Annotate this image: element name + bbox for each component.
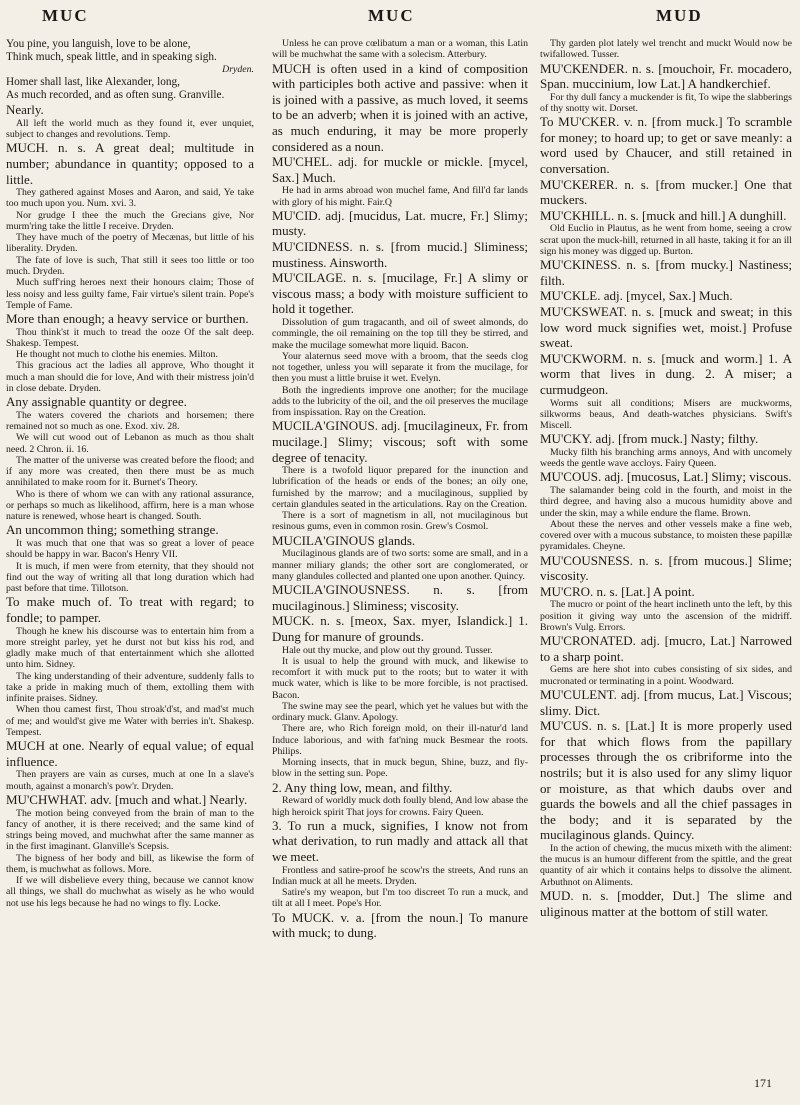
quotation: Thy garden plot lately wel trencht and muckt Would now be twifallowed. Tusser. (540, 38, 792, 61)
column-left (6, 38, 254, 1068)
quotation: The salamander being cold in the fourth, and moist in the third degree, and having also a mucous humidity above and under the skin, may a while endure the flame. Brown. (540, 485, 792, 519)
quotation: Unless he can prove cœlibatum a man or a woman, this Latin will be muchwhat the same with a solecism. Atterbury. (272, 38, 528, 61)
quotation: The bigness of her body and bill, as likewise the form of them, is muchwhat as follows. More. (6, 852, 254, 875)
quotation: Old Euclio in Plautus, as he went from home, seeing a crow scrat upon the muck-hill, returned in all haste, taking it for an ill sign his money was digged up. Burton. (540, 223, 792, 257)
quotation: Mucilaginous glands are of two sorts: some are small, and in a manner miliary glands; the other sort are conglomerated, or many glandules collected and planted one upon another. Quincy. (272, 548, 528, 582)
quotation: If we will disbelieve every thing, because we cannot know all things, we shall do muchwhat as wisely as he who would not use his legs because he had no wings to fly. Locke. (6, 875, 254, 909)
header-right-word: MUD (656, 6, 703, 25)
quotation: Both the ingredients improve one another; for the mucilage adds to the lubricity of the oil, and the oil preserves the mucilage from inspissation. Ray on the Creation. (272, 384, 528, 419)
quotation: There is a twofold liquor prepared for the inunction and lubrification of the heads or ends of the bones; an oily one, furnished by the marrow; and a mucilaginous, supplied by certain glandules seated in the articulations. Ray on the Creation. (272, 465, 528, 510)
entry-definition: MU'CULENT. adj. [from mucus, Lat.] Viscous; slimy. Dict. (540, 686, 792, 718)
quotation: They have much of the poetry of Mecænas, but little of his liberality. Dryden. (6, 232, 254, 255)
entry-definition: Any assignable quantity or degree. (6, 394, 187, 410)
quotation: When thou camest first, Thou stroak'd'st, and mad'st much of me; and would'st give me Water with berries in't. Shakesp. Tempest. (6, 704, 254, 738)
page-number: 171 (754, 1076, 772, 1090)
quotation: Dissolution of gum tragacanth, and oil of sweet almonds, do commingle, the oil remaining on the top till they be stirred, and make the mucilage somewhat more liquid. Bacon. (272, 316, 528, 351)
quotation: This gracious act the ladies all approve, Who thought it much a man should die for love, And with their mistress join'd in close debate. Dryden. (6, 360, 254, 394)
entry-definition: MU'COUS. adj. [mucosus, Lat.] Slimy; viscous. (540, 469, 792, 485)
entry-definition: An uncommon thing; something strange. (6, 522, 219, 538)
quotation: The king understanding of their adventure, suddenly falls to take a pride in making much of them, extolling them with infinite praises. Sidney. (6, 670, 254, 705)
entry-definition: MU'CHEL. adj. for muckle or mickle. [mycel, Sax.] Much. (272, 154, 528, 185)
quotation: Who is there of whom we can with any rational assurance, or perhaps so much as likelihood, affirm, here is a man whose nature is renewed, whose heart is changed. South. (6, 488, 254, 523)
quotation: The fate of love is such, That still it sees too little or too much. Dryden. (6, 254, 254, 277)
entry-definition: MUCILA'GINOUS. adj. [mucilagineux, Fr. from mucilage.] Slimy; viscous; soft with some degree of tenacity. (272, 418, 528, 465)
quotation: In the action of chewing, the mucus mixeth with the aliment: the mucus is an humour different from the spittle, and the great quantity of air which it contains helps to dissolve the aliment. Arbuthnot on Aliments. (540, 842, 792, 888)
quotation: The waters covered the chariots and horsemen; there remained not so much as one. Exod. xiv. 28. (6, 409, 254, 433)
quotation: The matter of the universe was created before the flood; and if any more was created, then there must be as much annihilated to make room for it. Burnet's Theory. (6, 454, 254, 489)
quotation: It is usual to help the ground with muck, and likewise to recomfort it with muck put to the roots; but to water it with muck water, which is like to be more forcible, is not practised. Bacon. (272, 655, 528, 701)
quotation: There is a sort of magnetism in all, not mucilaginous but resinous gums, even in common rosin. Grew's Cosmol. (272, 510, 528, 533)
entry-definition: MU'CKLE. adj. [mycel, Sax.] Much. (540, 288, 733, 304)
header-left-word: MUC (42, 6, 89, 25)
quotation: There are, who Rich foreign mold, on their ill-natur'd land Induce laborious, and with fat'ning muck Besmear the roots. Philips. (272, 723, 528, 757)
quotation: It is much, if men were from eternity, that they should not find out the way of writing all that long duration which had past before that time. Tillotson. (6, 560, 254, 595)
quotation: We will cut wood out of Lebanon as much as thou shalt need. 2 Chron. ii. 16. (6, 432, 254, 455)
entry-definition: MU'CKWORM. n. s. [muck and worm.] 1. A worm that lives in dung. 2. A miser; a curmudgeon. (540, 350, 792, 397)
quotation: Worms suit all conditions; Misers are muckworms, silkworms beaus, And death-watches physicians. Swift's Miscell. (540, 397, 792, 432)
quotation: He had in arms abroad won muchel fame, And fill'd far lands with glory of his might. Fair.Q (272, 185, 528, 208)
quotation: They gathered against Moses and Aaron, and said, Ye take too much upon you. Num. xvi. 3. (6, 187, 254, 210)
quotation: It was much that one that was so great a lover of peace should be happy in war. Bacon's Henry VII. (6, 538, 254, 561)
quotation: Reward of worldly muck doth foully blend, And low abase the high heroick spirit That joys for crowns. Fairy Queen. (272, 795, 528, 818)
entry-definition: MUCILA'GINOUSNESS. n. s. [from mucilaginous.] Sliminess; viscosity. (272, 582, 528, 613)
entry-definition: MUD. n. s. [modder, Dut.] The slime and uliginous matter at the bottom of still water. (540, 887, 792, 919)
quotation: Satire's my weapon, but I'm too discreet To run a muck, and tilt at all I meet. Pope's Hor. (272, 887, 528, 910)
entry-definition: More than enough; a heavy service or burthen. (6, 311, 249, 327)
entry-definition: MU'CKINESS. n. s. [from mucky.] Nastiness; filth. (540, 257, 792, 288)
entry-line: You pine, you languish, love to be alone, (6, 38, 191, 50)
entry-definition: To make much of. To treat with regard; to fondle; to pamper. (6, 594, 254, 625)
quotation: Gems are here shot into cubes consisting of six sides, and mucronated or terminating in a point. Woodward. (540, 664, 792, 687)
entry-definition: To MU'CKER. v. n. [from muck.] To scramble for money; to hoard up; to get or save meanly: a word used by Chaucer, and still retained in conversation. (540, 114, 792, 177)
entry-definition: MU'CKY. adj. [from muck.] Nasty; filthy. (540, 431, 759, 447)
quotation: The mucro or point of the heart inclineth unto the left, by this position it giving way unto the ascension of the midriff. Brown's Vulg. Errors. (540, 599, 792, 633)
quotation: About these the nerves and other vessels make a fine web, covered over with a mucous substance, to moisten these papillæ pyramidales. Cheyne. (540, 518, 792, 553)
entry-definition: MU'CILAGE. n. s. [mucilage, Fr.] A slimy or viscous mass; a body with moisture sufficient to hold it together. (272, 270, 528, 317)
entry-definition: MUCH. n. s. A great deal; multitude in number; abundance in quantity; opposed to a little. (6, 140, 254, 187)
header-center-word: MUC (368, 6, 415, 25)
quotation: Your alaternus seed move with a broom, that the seeds clog not together, unless you will separate it from the mucilage, for then you must a little bruise it wet. Evelyn. (272, 350, 528, 385)
entry-line: Think much, speak little, and in speaking sigh. (6, 50, 217, 63)
entry-definition: MU'CRONATED. adj. [mucro, Lat.] Narrowed to a sharp point. (540, 633, 792, 664)
entry-definition: MUCH at one. Nearly of equal value; of equal influence. (6, 738, 254, 769)
quotation: The motion being conveyed from the brain of man to the fancy of another, it is there received; and the same kind of strings being moved, and muchwhat after the same manner as in the first imaginant. Glanville's Scepsis. (6, 807, 254, 853)
quotation: Though he knew his discourse was to entertain him from a more streight parley, yet he durst not but kiss his rod, and gladly make much of that entertainment which she allotted unto him. Sidney. (6, 625, 254, 671)
entry-definition: 2. Any thing low, mean, and filthy. (272, 779, 453, 795)
column-middle (272, 38, 528, 1068)
entry-definition: MU'COUSNESS. n. s. [from mucous.] Slime; viscosity. (540, 552, 792, 584)
entry-definition: MUCK. n. s. [meox, Sax. myer, Islandick.] 1. Dung for manure of grounds. (272, 613, 528, 644)
quotation: He thought not much to clothe his enemies. Milton. (16, 349, 218, 361)
column-right (540, 38, 792, 1068)
quotation: Mucky filth his branching arms annoys, And with uncomely weeds the gentle wave accloys. Fairy Queen. (540, 446, 792, 470)
entry-definition: MU'CKENDER. n. s. [mouchoir, Fr. mocadero, Span. muccinium, low Lat.] A handkerchief. (540, 60, 792, 92)
entry-definition: MU'CUS. n. s. [Lat.] It is more properly used for that which flows from the papillary processes through the os cribriforme into the nostrils; but it is also used for any slimy liquor or moisture, as that which daubs over and guards the bowels and all the chief passages in the body; and it is separated by the mucilaginous glands. Quincy. (540, 718, 792, 843)
quotation: Morning insects, that in muck begun, Shine, buzz, and fly-blow in the setting sun. Pope. (272, 757, 528, 780)
quotation: The swine may see the pearl, which yet he values but with the ordinary muck. Glanv. Apology. (272, 700, 528, 724)
source-citation: Dryden. (222, 63, 254, 75)
entry-definition: Nearly. (6, 102, 44, 118)
quotation: Then prayers are vain as curses, much at one In a slave's mouth, against a monarch's pow'r. Dryden. (6, 769, 254, 792)
quotation: Thou think'st it much to tread the ooze Of the salt deep. Shakesp. Tempest. (6, 326, 254, 349)
quotation: Frontless and satire-proof he scow'rs the streets, And runs an Indian muck at all he meets. Dryden. (272, 864, 528, 887)
quotation: Nor grudge I thee the much the Grecians give, Nor murm'ring take the little I receive. Dryden. (6, 209, 254, 232)
entry-definition: 3. To run a muck, signifies, I know not from what derivation, to run madly and attack all that we meet. (272, 817, 528, 864)
entry-definition: MU'CIDNESS. n. s. [from mucid.] Sliminess; mustiness. Ainsworth. (272, 239, 528, 270)
running-header (0, 6, 800, 32)
quotation: For thy dull fancy a muckender is fit, To wipe the slabberings of thy snotty wit. Dorset. (540, 91, 792, 114)
entry-definition: MU'CKERER. n. s. [from mucker.] One that muckers. (540, 176, 792, 208)
entry-line: Homer shall last, like Alexander, long, (6, 76, 180, 89)
quotation: Much suff'ring heroes next their honours claim; Those of less noisy and less guilty fame, Fair virtue's silent train. Pope's Temple of Fame. (6, 277, 254, 311)
quotation: Hale out thy mucke, and plow out thy ground. Tusser. (282, 644, 493, 656)
quotation: All left the world much as they found it, ever unquiet, subject to changes and revolutions. Temp. (6, 117, 254, 141)
entry-definition: MU'CKSWEAT. n. s. [muck and sweat; in this low word muck signifies wet, moist.] Profuse sweat. (540, 303, 792, 351)
entry-definition: MU'CHWHAT. adv. [much and what.] Nearly. (6, 791, 248, 807)
entry-line: As much recorded, and as often sung. Granville. (6, 89, 225, 102)
entry-definition: MU'CRO. n. s. [Lat.] A point. (540, 583, 695, 599)
entry-definition: MU'CKHILL. n. s. [muck and hill.] A dunghill. (540, 207, 787, 223)
entry-definition: MUCH is often used in a kind of composition with participles both active and passive: when it is joined with a passive, as much loved, it seems to be an adverb; when it is joined with an active, as much enduring, it may be more properly considered as a noun. (272, 60, 528, 154)
entry-definition: MU'CID. adj. [mucidus, Lat. mucre, Fr.] Slimy; musty. (272, 207, 528, 239)
entry-definition: To MUCK. v. a. [from the noun.] To manure with muck; to dung. (272, 909, 528, 941)
entry-definition: MUCILA'GINOUS glands. (272, 532, 416, 548)
